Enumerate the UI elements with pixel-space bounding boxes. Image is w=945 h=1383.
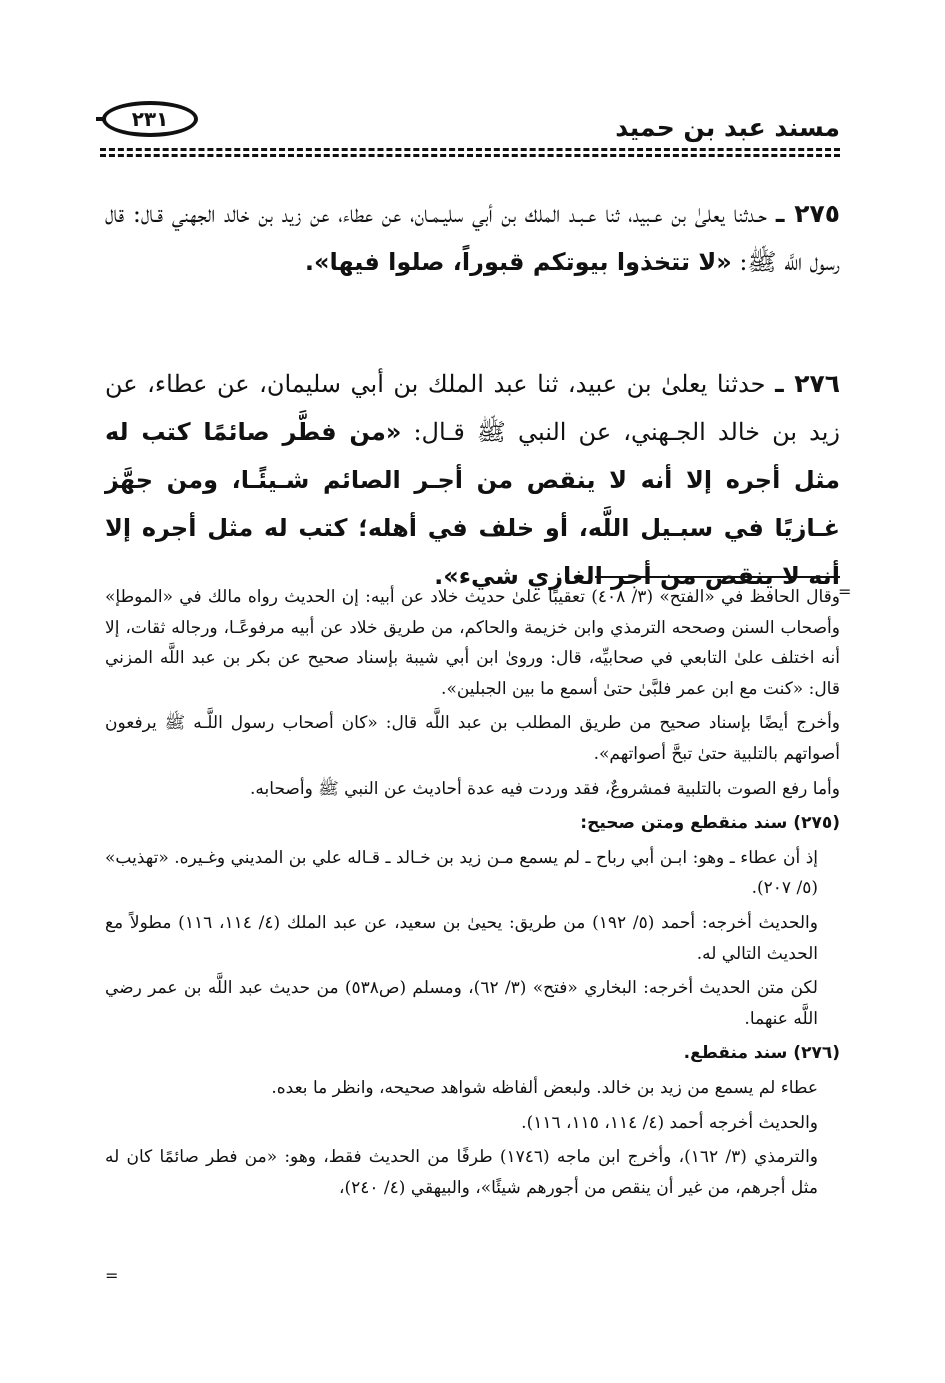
hadith-275 — [105, 190, 840, 286]
footnote-paragraph: والحديث أخرجه: أحمد (٥/ ١٩٢) من طريق: يحيىٰ بن سعيد، عن عبد الملك (٤/ ١١٤، ١١٦) مطولاً مع الحديث التالي له. — [105, 912, 818, 964]
continuation-mark-end: = — [105, 1266, 119, 1285]
footnote-paragraph: وأما رفع الصوت بالتلبية فمشروعٌ، فقد وردت فيه عدة أحاديث عن النبي ﷺ وأصحابه. — [250, 778, 840, 799]
hadith-isnad: حدثنا يعلىٰ بن عبيد، ثنا عبد الملك بن أبي سليمان، عن عطاء، عن زيد بن خالد الجـهني، عن النبي ﷺ قـال: — [105, 370, 840, 446]
hadith-number: ٢٧٦ ـ — [775, 369, 840, 398]
running-title: مسند عبد بن حميد — [615, 113, 840, 142]
footnote-paragraph: وأخرج أيضًا بإسناد صحيح من طريق المطلب بن عبد اللَّه قال: «كان أصحاب رسول اللَّـه ﷺ يرفعون أصواتهم بالتلبية حتىٰ تبحَّ أصواتهم». — [105, 713, 840, 764]
hadith-276 — [105, 360, 840, 600]
footnote-paragraph: والترمذي (٣/ ١٦٢)، وأخرج ابن ماجه (١٧٤٦) طرفًا من الحديث فقط، وهو: «من فطر صائمًا كان له مثل أجرهم، من غير أن ينقص من أجورهم شيئًا»، والبيهقي (٤/ ٢٤٠)، — [105, 1147, 818, 1198]
footnote-276 — [105, 1038, 840, 1203]
footnotes — [105, 582, 840, 1207]
hadith-number: ٢٧٥ ـ — [775, 199, 841, 228]
footnote-paragraph: إذ أن عطاء ـ وهو: ابـن أبي رباح ـ لم يسمع مـن زيد بن خـالد ـ قـاله علي بن المديني وغـيره. «تهذيب» (٥/ ٢٠٧). — [105, 847, 818, 899]
footnote-heading: (٢٧٦) سند منقطع. — [683, 1043, 840, 1064]
footnote-paragraph: عطاء لم يسمع من زيد بن خالد. ولبعض ألفاظه شواهد صحيحه، وانظر ما بعده. — [271, 1077, 818, 1098]
continuation-mark: = — [838, 582, 852, 601]
page-header — [100, 95, 840, 155]
header-rule — [100, 148, 840, 157]
hadith-isnad: حـدثنا يعلىٰ بن عـبيد، ثنا عـبـد الملك بن أبي سليـمـان، عن عطاء، عن زيد بن خالد الجهني قـال: قال رسول اللَّه ﷺ: — [105, 200, 840, 276]
footnote-paragraph: وقال الحافظ في «الفتح» (٣/ ٤٠٨) تعقيبًا علىٰ حديث خلاد عن أبيه: إن الحديث رواه مالك في «الموطإ» وأصحاب السنن وصححه الترمذي وابن خزيمة والحاكم، من طريق خلاد عن أبيه مرفوعًـا، ورجاله ثقات، إلا أنه اختلف علىٰ التابعي في صحابيِّه، قال: وروىٰ ابن أبي شيبة بإسناد صحيح عن بكر بن عبد اللَّه المزني قال: «كنت مع ابن عمر فلبَّىٰ حتىٰ أسمع ما بين الجبلين». — [105, 587, 841, 699]
footnote-paragraph: لكن متن الحديث أخرجه: البخاري «فتح» (٣/ ٦٢)، ومسلم (ص٥٣٨) من حديث عبد اللَّه بن عمر رضي اللَّه عنهما. — [105, 978, 818, 1029]
page-number: ٢٣١ — [131, 107, 169, 131]
footnote-paragraph: والحديث أخرجه أحمد (٤/ ١١٤، ١١٥، ١١٦). — [521, 1112, 818, 1133]
footnote-separator — [595, 576, 840, 578]
hadith-matn: «لا تتخذوا بيوتكم قبوراً، صلوا فيها». — [304, 248, 732, 276]
footnote-275 — [105, 808, 840, 1034]
page-number-badge — [102, 101, 198, 137]
footnote-heading: (٢٧٥) سند منقطع ومتن صحيح: — [580, 813, 840, 834]
hadith-matn: «من فطَّر صائمًا كتب له مثل أجره إلا أنه لا ينقص من أجـر الصائم شـيئًـا، ومن جهَّز غـازيًا في سبـيل اللَّه، أو خلف في أهله؛ كتب له مثل أجره إلا أنه لا ينقص من أجر الغازي شيء». — [105, 418, 840, 590]
